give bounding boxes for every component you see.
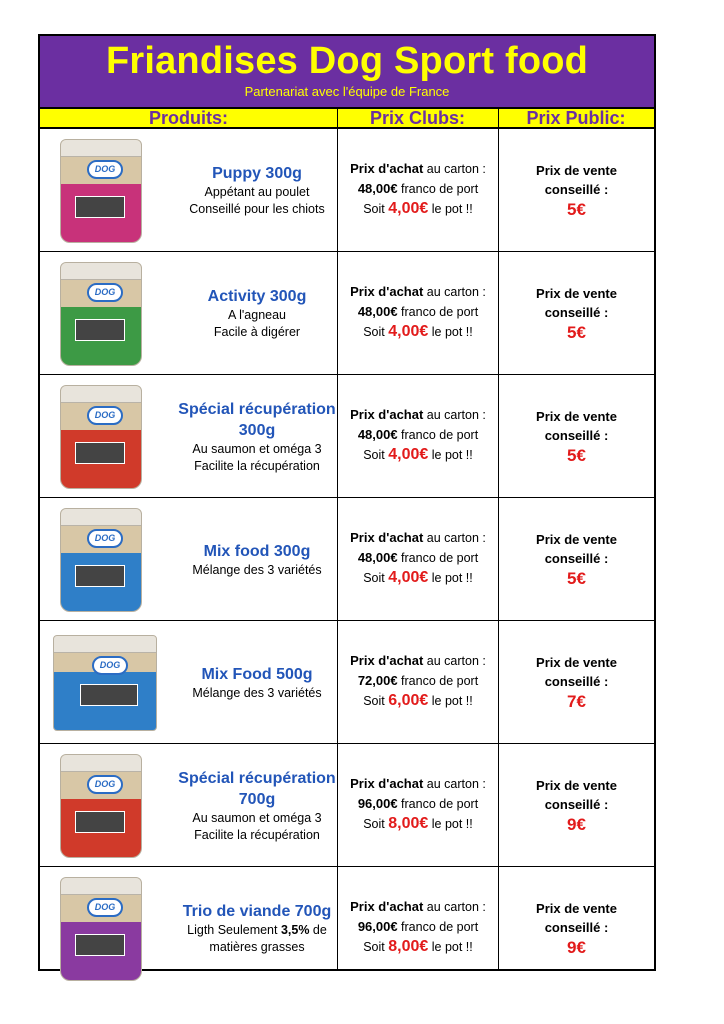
public-price: Prix de vente conseillé : 5€ [536, 409, 617, 465]
product-description: Mélange des 3 variétés [192, 686, 322, 700]
unit-price: 4,00€ [388, 446, 429, 463]
package-lid [61, 263, 141, 280]
carton-price: 48,00€ [357, 181, 398, 196]
product-info [177, 163, 337, 218]
product-row [40, 867, 654, 990]
suggested-retail-price: 5€ [567, 446, 586, 465]
club-price: Prix d'achat au carton : 96,00€ franco de port Soit 8,00€ le pot !! [350, 899, 486, 955]
product-description: matières grasses [209, 940, 305, 954]
carton-price: 96,00€ [357, 796, 398, 811]
public-price: Prix de vente conseillé : 5€ [536, 286, 617, 342]
unit-price: 8,00€ [388, 815, 429, 832]
product-description: Facilite la récupération [194, 459, 320, 473]
unit-price: 8,00€ [388, 938, 429, 955]
public-price: Prix de vente conseillé : 7€ [536, 655, 617, 711]
team-photo [75, 934, 125, 956]
product-info [177, 768, 337, 844]
public-price: Prix de vente conseillé : 9€ [536, 778, 617, 834]
club-price: Prix d'achat au carton : 48,00€ franco de port Soit 4,00€ le pot !! [350, 284, 486, 340]
product-name: Spécial récupération 700g [178, 770, 336, 808]
product-description: Facilite la récupération [194, 828, 320, 842]
unit-price: 6,00€ [388, 692, 429, 709]
product-row [40, 252, 654, 375]
product-info [177, 664, 337, 702]
product-row [40, 744, 654, 867]
product-row [40, 129, 654, 252]
product-package-image [60, 262, 142, 366]
unit-price: 4,00€ [388, 200, 429, 217]
team-photo [75, 565, 125, 587]
suggested-retail-price: 9€ [567, 938, 586, 957]
unit-price: 4,00€ [388, 323, 429, 340]
product-info [177, 541, 337, 579]
product-info [177, 286, 337, 341]
product-package-image [60, 139, 142, 243]
product-package-image [60, 385, 142, 489]
package-lid [61, 755, 141, 772]
package-lid [61, 878, 141, 895]
product-description: Au saumon et oméga 3 [192, 811, 322, 825]
title-banner [40, 36, 654, 107]
product-name: Activity 300g [207, 288, 307, 305]
suggested-retail-price: 9€ [567, 815, 586, 834]
product-description: Appétant au poulet [204, 185, 310, 199]
column-header-public-price: Prix Public: [498, 107, 654, 129]
dog-logo: DOG [87, 775, 123, 794]
carton-price: 48,00€ [357, 304, 398, 319]
product-package-image [53, 635, 157, 731]
product-package-image [60, 754, 142, 858]
carton-price: 96,00€ [357, 919, 398, 934]
suggested-retail-price: 5€ [567, 323, 586, 342]
product-description: Facile à digérer [213, 325, 301, 339]
team-photo [75, 811, 125, 833]
product-name: Mix Food 500g [201, 666, 313, 683]
club-price: Prix d'achat au carton : 72,00€ franco de port Soit 6,00€ le pot !! [350, 653, 486, 709]
product-name: Spécial récupération 300g [178, 401, 336, 439]
package-lid [54, 636, 156, 653]
dog-logo: DOG [87, 898, 123, 917]
page-title: Friandises Dog Sport food [105, 40, 589, 82]
carton-price: 48,00€ [357, 427, 398, 442]
product-package-image [60, 877, 142, 981]
team-photo [75, 442, 125, 464]
product-package-image [60, 508, 142, 612]
club-price: Prix d'achat au carton : 48,00€ franco de port Soit 4,00€ le pot !! [350, 161, 486, 217]
carton-price: 48,00€ [357, 550, 398, 565]
product-description: Mélange des 3 variétés [192, 563, 322, 577]
package-lid [61, 386, 141, 403]
dog-logo: DOG [92, 656, 128, 675]
product-row [40, 375, 654, 498]
column-header-products: Produits: [40, 107, 337, 129]
club-price: Prix d'achat au carton : 48,00€ franco de port Soit 4,00€ le pot !! [350, 530, 486, 586]
suggested-retail-price: 5€ [567, 569, 586, 588]
unit-price: 4,00€ [388, 569, 429, 586]
dog-logo: DOG [87, 160, 123, 179]
carton-price: 72,00€ [357, 673, 398, 688]
price-sheet [38, 34, 656, 971]
product-info [177, 399, 337, 475]
team-photo [75, 196, 125, 218]
product-description: A l'agneau [228, 308, 286, 322]
product-info: Trio de viande 700g Ligth Seulement 3,5% de matières grasses [177, 901, 337, 956]
club-price: Prix d'achat au carton : 48,00€ franco de port Soit 4,00€ le pot !! [350, 407, 486, 463]
product-name: Puppy 300g [212, 165, 302, 182]
product-table [40, 129, 654, 969]
package-lid [61, 509, 141, 526]
public-price: Prix de vente conseillé : 5€ [536, 532, 617, 588]
suggested-retail-price: 7€ [567, 692, 586, 711]
public-price: Prix de vente conseillé : 5€ [536, 163, 617, 219]
product-name: Trio de viande 700g [182, 903, 332, 920]
package-lid [61, 140, 141, 157]
product-row [40, 498, 654, 621]
club-price: Prix d'achat au carton : 96,00€ franco de port Soit 8,00€ le pot !! [350, 776, 486, 832]
product-row [40, 621, 654, 744]
team-photo [75, 319, 125, 341]
page-subtitle: Partenariat avec l'équipe de France [244, 84, 450, 99]
column-header-club-price: Prix Clubs: [337, 107, 498, 129]
dog-logo: DOG [87, 406, 123, 425]
product-description: Conseillé pour les chiots [189, 202, 325, 216]
dog-logo: DOG [87, 283, 123, 302]
suggested-retail-price: 5€ [567, 200, 586, 219]
team-photo [80, 684, 138, 706]
public-price: Prix de vente conseillé : 9€ [536, 901, 617, 957]
product-name: Mix food 300g [203, 543, 311, 560]
dog-logo: DOG [87, 529, 123, 548]
product-description: Au saumon et oméga 3 [192, 442, 322, 456]
